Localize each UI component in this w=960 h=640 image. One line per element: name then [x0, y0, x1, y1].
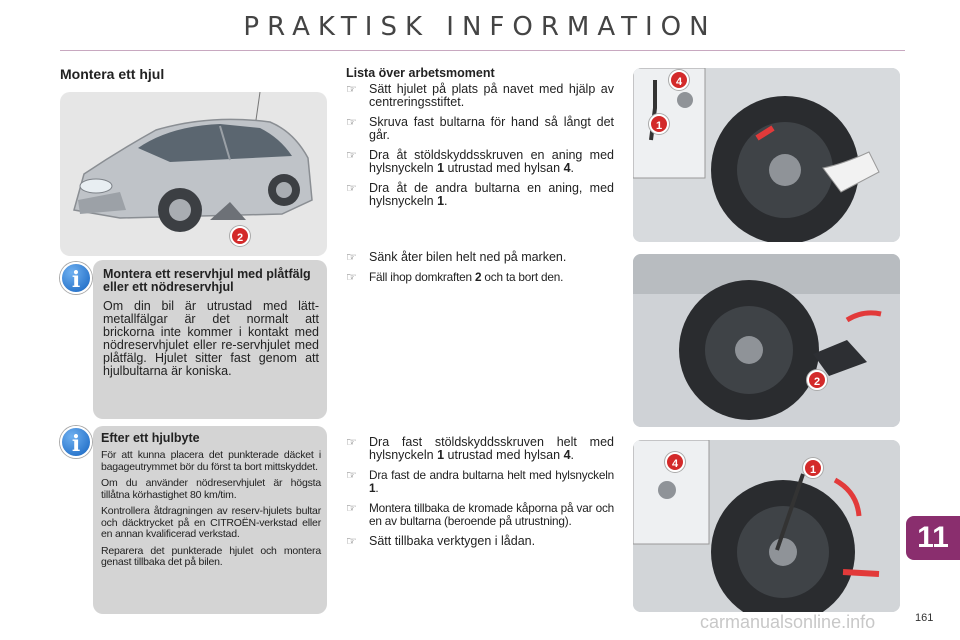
badge-2: 2 — [807, 370, 827, 390]
list-item: ☞ Dra fast stöldskyddsskruven helt med hylsnyckeln 1 utrustad med hylsan 4. — [346, 435, 614, 462]
pointing-hand-icon: ☞ — [346, 82, 357, 96]
wheel-photo-2 — [633, 254, 900, 427]
section-title: Montera ett hjul — [60, 66, 165, 82]
info-reserve-title: Montera ett reservhjul med plåtfälg eller ett nödreservhjul — [103, 267, 311, 294]
info-after-paragraph: Kontrollera åtdragningen av reserv-hjulets bultar och däcktrycket på en CITROËN-verkstad eller en annan kvalificerad verkstad. — [101, 505, 321, 540]
badge-2: 2 — [230, 226, 250, 246]
chapter-tab: 11 — [906, 516, 960, 560]
wheel-photo-3 — [633, 440, 900, 612]
steps-list-2 — [346, 251, 614, 291]
page-number: 161 — [915, 612, 934, 624]
watermark: carmanualsonline.info — [700, 612, 876, 632]
wheel-photo-1 — [633, 68, 900, 242]
steps-heading: Lista över arbetsmoment — [346, 66, 495, 80]
list-item: ☞ Skruva fast bultarna för hand så långt det går. — [346, 115, 614, 142]
info-after-paragraph: Om du använder nödreservhjulet är högsta tillåtna körhastighet 80 km/tim. — [101, 477, 321, 501]
pointing-hand-icon: ☞ — [346, 534, 357, 548]
list-item: ☞ Fäll ihop domkraften 2 och ta bort den. — [346, 270, 564, 284]
car-jack-image — [60, 92, 327, 256]
lower-jack-image — [633, 254, 900, 427]
list-item: ☞ Sätt tillbaka verktygen i lådan. — [346, 534, 536, 548]
pointing-hand-icon: ☞ — [346, 501, 357, 515]
list-item: ☞ Montera tillbaka de kromade kåporna på var och en av bultarna (beroende på utrustning). — [346, 501, 614, 528]
pointing-hand-icon: ☞ — [346, 468, 357, 482]
pointing-hand-icon: ☞ — [346, 115, 357, 129]
info-icon: i — [60, 262, 92, 294]
info-after-title: Efter ett hjulbyte — [101, 431, 200, 445]
info-icon: i — [60, 426, 92, 458]
car-illustration — [60, 92, 327, 256]
info-after-paragraph: För att kunna placera det punkterade däcket i bagageutrymmet bör du först ta bort mittskyddet. — [101, 449, 321, 473]
pointing-hand-icon: ☞ — [346, 435, 357, 449]
wheel-tool-image — [633, 68, 900, 242]
header-divider — [60, 50, 905, 51]
info-box-after-change — [93, 426, 327, 614]
pointing-hand-icon: ☞ — [346, 270, 357, 284]
steps-list-1 — [346, 83, 614, 215]
pointing-hand-icon: ☞ — [346, 250, 357, 264]
list-item: ☞ Dra åt de andra bultarna en aning, med hylsnyckeln 1. — [346, 181, 614, 208]
badge-1: 1 — [803, 458, 823, 478]
list-item: ☞ Sänk åter bilen helt ned på marken. — [346, 250, 567, 264]
pointing-hand-icon: ☞ — [346, 148, 357, 162]
list-item: ☞ Sätt hjulet på plats på navet med hjälp av centreringsstiftet. — [346, 82, 614, 109]
badge-1: 1 — [649, 114, 669, 134]
list-item: ☞ Dra fast de andra bultarna helt med hylsnyckeln 1. — [346, 468, 614, 495]
info-after-paragraph: Reparera det punkterade hjulet och montera genast tillbaka det på bilen. — [101, 544, 321, 568]
pointing-hand-icon: ☞ — [346, 181, 357, 195]
badge-4: 4 — [669, 70, 689, 90]
info-reserve-body: Om din bil är utrustad med lätt-metallfälgar är det normalt att brickorna inte kommer i kontakt med nödreservhjulet eller re-servhjulet med plåtfälg. Hjulet sitter fast genom att hjulbultarna är koniska. — [103, 299, 319, 378]
list-item: ☞ Dra åt stöldskyddsskruven en aning med hylsnyckeln 1 utrustad med hylsan 4. — [346, 148, 614, 175]
steps-list-3 — [346, 436, 614, 555]
badge-4: 4 — [665, 452, 685, 472]
info-box-reserve-wheel — [93, 260, 327, 419]
page-title: PRAKTISK INFORMATION — [243, 12, 717, 42]
